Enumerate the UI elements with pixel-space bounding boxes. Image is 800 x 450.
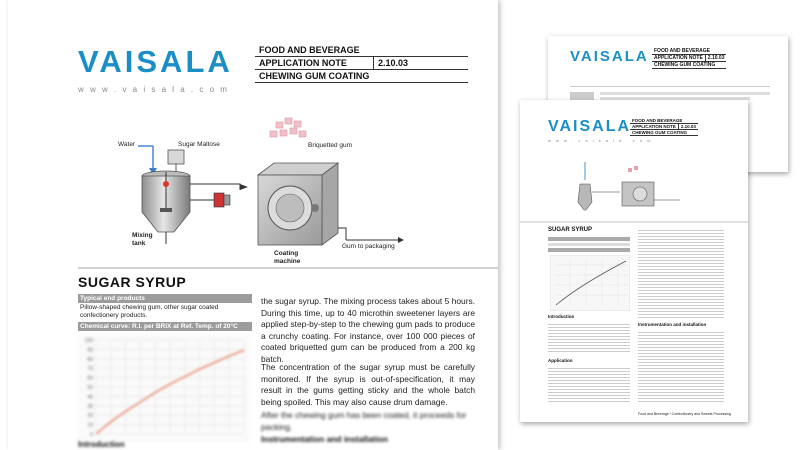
mixing-tank-label-line2: tank <box>132 240 146 247</box>
header-note-label: APPLICATION NOTE <box>255 57 374 70</box>
page-footer: Food and Beverage / Confectionery and Sweets Processing <box>638 412 731 416</box>
chart-y-tick-label: 50 <box>87 385 93 391</box>
refractometer-sensor <box>190 193 230 207</box>
blurred-paragraph <box>638 228 724 318</box>
chart-y-tick-label: 90 <box>87 347 93 354</box>
briquetted-gum-pieces <box>270 118 306 137</box>
website-url: w w w . v a i s a l a . c o m <box>78 85 229 94</box>
typical-products-bar: Typical end products <box>78 294 252 303</box>
header-subject: CHEWING GUM COATING <box>255 70 468 83</box>
mixing-tank-label <box>132 232 153 248</box>
document-header-table <box>652 48 726 69</box>
application-heading: Application <box>548 358 573 363</box>
section-bar <box>548 248 630 252</box>
chart-y-tick-label: 70 <box>87 366 93 373</box>
introduction-heading: Introduction <box>548 314 575 319</box>
chemical-curve-bar: Chemical curve: R.I. per BRIX at Ref. Temp. of 20°C <box>78 322 252 331</box>
instrumentation-heading: Instrumentation and installation <box>261 434 389 444</box>
chart-y-tick-label: 10 <box>87 422 93 429</box>
vaisala-logo: VAISALA <box>548 118 632 135</box>
briquetted-gum-label: Briquetted gum <box>308 142 353 149</box>
middle-document-page <box>520 100 748 422</box>
blurred-text-block <box>570 92 594 100</box>
coating-machine-label-line2: machine <box>274 258 301 265</box>
chart-y-tick-label: 30 <box>87 403 93 410</box>
chart-y-tick-label: 80 <box>87 356 93 363</box>
section-title: SUGAR SYRUP <box>548 227 593 233</box>
chemical-curve-chart <box>78 334 250 442</box>
header-subject: CHEWING GUM COATING <box>630 130 698 136</box>
divider <box>570 86 770 87</box>
water-label: Water <box>118 141 136 148</box>
blurred-text-line <box>548 243 630 246</box>
sugar-maltose-label: Sugar Maltose <box>178 141 220 148</box>
body-paragraph-1: the sugar syrup. The mixing process takes about 5 hours. During this time, up to 40 microthin sweetener layers are applied step-by-step to the chewing gum pads to produce a crunchy coating. For instance, over 100 000 pieces of coated briquetted gum can be produced from a 200 kg batch. <box>261 296 475 364</box>
blurred-paragraph <box>548 322 630 354</box>
section-title: SUGAR SYRUP <box>78 274 187 290</box>
process-diagram <box>8 0 498 270</box>
vaisala-logo: VAISALA <box>78 44 233 79</box>
chart-y-tick-label: 60 <box>87 375 93 382</box>
tank-indicator <box>163 181 169 187</box>
section-bar <box>548 237 630 241</box>
sugar-hopper <box>168 150 184 174</box>
gum-to-packaging-label: Gum to packaging <box>342 243 395 250</box>
header-note-label: APPLICATION NOTE <box>652 55 705 62</box>
header-note-label: APPLICATION NOTE <box>630 124 678 130</box>
header-note-number: 2.10.03 <box>374 57 469 70</box>
typical-products-text: Pillow-shaped chewing gum, other sugar coated confectionery products. <box>80 304 219 319</box>
chart-y-tick-label: 0 <box>90 432 93 438</box>
coating-machine-label-line1: Coating <box>274 250 299 257</box>
header-category: FOOD AND BEVERAGE <box>255 44 468 57</box>
body-paragraph-2: The concentration of the sugar syrup must be carefully monitored. If the syrup is out-of-specification, it may result in the gums getting sticky and the whole batch being spoiled. This may also cause drum damage. <box>261 362 475 407</box>
packaging-outlet-line <box>338 228 404 243</box>
header-category: FOOD AND BEVERAGE <box>652 48 726 55</box>
main-document-page <box>8 0 498 450</box>
header-note-number: 2.10.03 <box>678 124 698 130</box>
mixing-tank-label-line1: Mixing <box>132 232 153 239</box>
coating-machine-label <box>274 250 300 266</box>
body-paragraph-3: After the chewing gum has been coated, it proceeds for packing. <box>261 410 467 432</box>
header-subject: CHEWING GUM COATING <box>652 62 726 69</box>
vaisala-logo: VAISALA <box>570 48 649 65</box>
coating-machine <box>258 163 338 245</box>
introduction-heading: Introduction <box>78 440 125 449</box>
header-note-number: 2.10.03 <box>705 55 726 62</box>
header-category: FOOD AND BEVERAGE <box>630 118 698 124</box>
small-chart-thumbnail <box>550 255 630 311</box>
blurred-text-line <box>600 92 770 95</box>
blurred-paragraph <box>638 330 724 404</box>
website-url: w w w . v a i s a l a . c o m <box>548 138 653 143</box>
water-inlet-line <box>138 146 157 175</box>
chart-y-tick-label: 40 <box>87 394 93 401</box>
chart-y-tick-label: 100 <box>84 338 93 344</box>
instrumentation-heading: Instrumentation and installation <box>638 322 707 327</box>
chart-y-tick-label: 20 <box>87 413 93 420</box>
blurred-paragraph <box>548 366 630 404</box>
